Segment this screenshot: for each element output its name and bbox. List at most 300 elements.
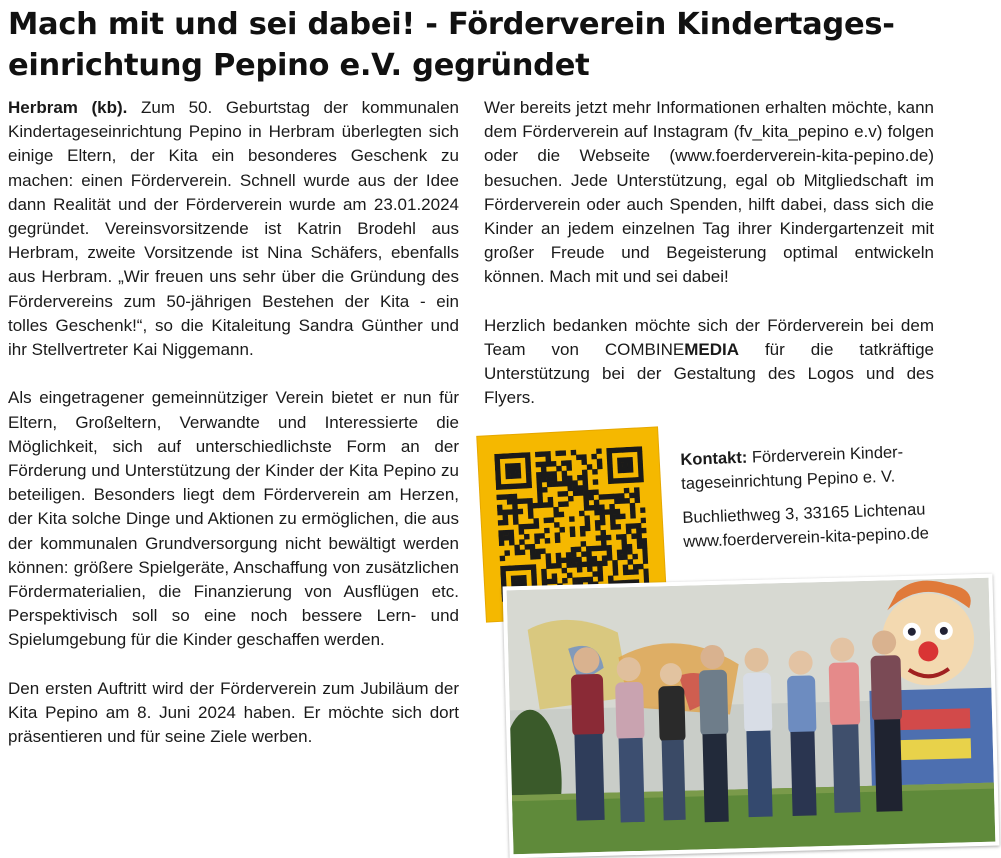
- qr-module: [613, 570, 619, 576]
- thanks-text-before: Herzlich bedanken möchte sich der Förderverein bei dem Team von: [484, 315, 934, 360]
- qr-module: [571, 450, 577, 456]
- qr-module: [610, 514, 616, 520]
- qr-module: [630, 503, 636, 509]
- qr-module: [597, 561, 603, 567]
- qr-module: [545, 538, 551, 544]
- group-photo-image: [507, 578, 996, 855]
- qr-module: [513, 514, 519, 520]
- qr-module: [505, 463, 511, 469]
- qr-module: [572, 480, 578, 486]
- qr-module: [637, 456, 643, 462]
- qr-module: [495, 469, 501, 475]
- qr-module: [551, 471, 557, 477]
- qr-module: [642, 543, 648, 549]
- qr-module: [530, 549, 536, 555]
- qr-module: [622, 554, 628, 560]
- qr-module: [500, 566, 506, 572]
- qr-module: [529, 523, 535, 529]
- qr-module: [547, 482, 553, 488]
- qr-module: [608, 473, 614, 479]
- qr-module: [640, 507, 646, 513]
- qr-module: [515, 565, 521, 571]
- qr-module: [566, 460, 572, 466]
- qr-module: [546, 461, 552, 467]
- qr-module: [560, 450, 566, 456]
- qr-module: [530, 554, 536, 560]
- qr-module: [561, 558, 567, 564]
- qr-module: [536, 462, 542, 468]
- qr-module: [592, 561, 598, 567]
- qr-module: [501, 494, 507, 500]
- qr-module: [593, 479, 599, 485]
- qr-module: [562, 481, 568, 487]
- qr-module: [497, 505, 503, 511]
- qr-module: [557, 491, 563, 497]
- qr-module: [539, 533, 545, 539]
- qr-module: [628, 477, 634, 483]
- qr-module: [555, 532, 561, 538]
- qr-module: [509, 453, 515, 459]
- qr-module: [581, 459, 587, 465]
- qr-module: [577, 562, 583, 568]
- qr-module: [495, 474, 501, 480]
- qr-module: [612, 565, 618, 571]
- qr-module: [553, 507, 559, 513]
- qr-module: [600, 520, 606, 526]
- qr-module: [540, 548, 546, 554]
- qr-module: [643, 553, 649, 559]
- qr-module: [541, 467, 547, 473]
- qr-module: [566, 552, 572, 558]
- qr-module: [627, 544, 633, 550]
- qr-module: [545, 456, 551, 462]
- qr-module: [504, 550, 510, 556]
- qr-module: [512, 499, 518, 505]
- qr-module: [581, 454, 587, 460]
- qr-module: [623, 565, 629, 571]
- qr-module: [571, 562, 577, 568]
- qr-module: [615, 514, 621, 520]
- qr-module: [551, 461, 557, 467]
- qr-module: [594, 500, 600, 506]
- qr-module: [628, 569, 634, 575]
- qr-module: [519, 529, 525, 535]
- qr-module: [622, 544, 628, 550]
- qr-module: [556, 466, 562, 472]
- qr-module: [608, 575, 614, 581]
- qr-module: [566, 557, 572, 563]
- qr-module: [593, 489, 599, 495]
- qr-module: [584, 515, 590, 521]
- qr-module: [586, 556, 592, 562]
- qr-module: [562, 578, 568, 584]
- qr-module: [596, 448, 602, 454]
- qr-module: [533, 503, 539, 509]
- qr-module: [531, 580, 537, 586]
- qr-module: [633, 569, 639, 575]
- qr-module: [586, 551, 592, 557]
- qr-module: [641, 528, 647, 534]
- qr-module: [498, 520, 504, 526]
- qr-module: [587, 464, 593, 470]
- qr-module: [585, 526, 591, 532]
- qr-module: [556, 558, 562, 564]
- qr-module: [597, 464, 603, 470]
- qr-module: [546, 563, 552, 569]
- qr-module: [638, 564, 644, 570]
- qr-module: [552, 476, 558, 482]
- qr-module: [546, 558, 552, 564]
- qr-module: [615, 509, 621, 515]
- qr-module: [526, 467, 532, 473]
- qr-module: [607, 555, 613, 561]
- brand-combine: COMBINE: [604, 340, 685, 360]
- qr-module: [630, 513, 636, 519]
- qr-module: [517, 498, 523, 504]
- qr-module: [591, 546, 597, 552]
- qr-module: [553, 512, 559, 518]
- qr-module: [585, 521, 591, 527]
- qr-module: [599, 504, 605, 510]
- qr-module: [552, 573, 558, 579]
- qr-module: [534, 533, 540, 539]
- qr-module: [578, 485, 584, 491]
- qr-module: [621, 539, 627, 545]
- qr-module: [541, 461, 547, 467]
- qr-module: [591, 454, 597, 460]
- qr-module: [558, 501, 564, 507]
- qr-module: [546, 477, 552, 483]
- qr-module: [632, 554, 638, 560]
- contact-name-line-2: tageseinrichtung Pepino e. V.: [680, 467, 896, 493]
- qr-module: [525, 462, 531, 468]
- qr-module: [617, 447, 623, 453]
- qr-module: [634, 497, 640, 503]
- qr-module: [576, 547, 582, 553]
- qr-module: [573, 485, 579, 491]
- qr-module: [606, 545, 612, 551]
- qr-module: [601, 540, 607, 546]
- qr-module: [592, 469, 598, 475]
- qr-module: [505, 474, 511, 480]
- qr-module: [606, 448, 612, 454]
- qr-module: [526, 564, 532, 570]
- qr-module: [534, 538, 540, 544]
- qr-module: [583, 485, 589, 491]
- qr-module: [494, 454, 500, 460]
- qr-module: [619, 493, 625, 499]
- qr-module: [609, 494, 615, 500]
- qr-module: [602, 560, 608, 566]
- contact-label: Kontakt:: [680, 448, 748, 469]
- qr-module: [531, 569, 537, 575]
- qr-module: [618, 468, 624, 474]
- qr-module: [643, 569, 649, 575]
- qr-module: [634, 487, 640, 493]
- qr-module: [595, 520, 601, 526]
- qr-module: [623, 570, 629, 576]
- qr-module: [556, 553, 562, 559]
- qr-module: [496, 494, 502, 500]
- qr-module: [510, 468, 516, 474]
- qr-module: [621, 534, 627, 540]
- qr-module: [583, 495, 589, 501]
- qr-module: [572, 577, 578, 583]
- qr-module: [542, 579, 548, 585]
- qr-module: [582, 470, 588, 476]
- qr-module: [622, 462, 628, 468]
- qr-module: [571, 552, 577, 558]
- headline-line-1: Mach mit und sei dabei! - Förderverein Kindertages-: [8, 7, 895, 42]
- qr-module: [634, 492, 640, 498]
- qr-module: [587, 566, 593, 572]
- qr-module: [515, 453, 521, 459]
- qr-module: [520, 452, 526, 458]
- qr-module: [631, 523, 637, 529]
- qr-module: [504, 453, 510, 459]
- qr-module: [582, 577, 588, 583]
- qr-module: [643, 558, 649, 564]
- qr-module: [559, 527, 565, 533]
- qr-module: [543, 502, 549, 508]
- qr-module: [589, 505, 595, 511]
- qr-module: [525, 457, 531, 463]
- qr-module: [562, 471, 568, 477]
- qr-module: [580, 531, 586, 537]
- qr-module: [622, 457, 628, 463]
- qr-module: [604, 494, 610, 500]
- qr-module: [636, 528, 642, 534]
- qr-module: [570, 532, 576, 538]
- qr-module: [555, 537, 561, 543]
- qr-module: [601, 535, 607, 541]
- group-photo: [503, 574, 1000, 858]
- qr-module: [597, 459, 603, 465]
- qr-module: [548, 497, 554, 503]
- qr-module: [562, 476, 568, 482]
- qr-module: [584, 505, 590, 511]
- qr-module: [602, 555, 608, 561]
- qr-module: [537, 487, 543, 493]
- qr-module: [607, 458, 613, 464]
- qr-module: [627, 549, 633, 555]
- qr-module: [600, 515, 606, 521]
- qr-module: [619, 498, 625, 504]
- qr-module: [617, 457, 623, 463]
- qr-module: [505, 468, 511, 474]
- qr-module: [578, 490, 584, 496]
- qr-module: [638, 462, 644, 468]
- qr-module: [515, 468, 521, 474]
- qr-module: [499, 453, 505, 459]
- qr-module: [567, 475, 573, 481]
- paragraph-intro: [8, 96, 459, 362]
- qr-module: [594, 505, 600, 511]
- qr-module: [636, 533, 642, 539]
- qr-module: [629, 493, 635, 499]
- right-column: [484, 96, 934, 435]
- qr-module: [554, 522, 560, 528]
- qr-module: [608, 478, 614, 484]
- dateline: Herbram (kb).: [8, 98, 128, 117]
- brand-media: MEDIA: [684, 340, 739, 360]
- thanks-text-after: für die tatkräftige Unterstützung bei der Gestaltung des Logos und des Flyers.: [484, 340, 934, 408]
- qr-module: [577, 567, 583, 573]
- qr-module: [633, 564, 639, 570]
- qr-module: [549, 517, 555, 523]
- qr-module: [641, 518, 647, 524]
- qr-module: [644, 574, 650, 580]
- qr-module: [541, 472, 547, 478]
- qr-module: [559, 512, 565, 518]
- qr-module: [637, 446, 643, 452]
- qr-module: [642, 538, 648, 544]
- qr-module: [586, 546, 592, 552]
- qr-module: [566, 465, 572, 471]
- qr-module: [535, 549, 541, 555]
- qr-module: [566, 562, 572, 568]
- qr-module: [542, 487, 548, 493]
- qr-module: [524, 544, 530, 550]
- qr-module: [595, 525, 601, 531]
- qr-module: [620, 514, 626, 520]
- qr-module: [530, 544, 536, 550]
- qr-module: [598, 576, 604, 582]
- qr-module: [627, 559, 633, 565]
- qr-module: [541, 574, 547, 580]
- qr-module: [592, 571, 598, 577]
- qr-module: [568, 496, 574, 502]
- qr-module: [536, 472, 542, 478]
- qr-module: [537, 482, 543, 488]
- qr-module: [587, 561, 593, 567]
- qr-module: [528, 508, 534, 514]
- qr-module: [526, 483, 532, 489]
- qr-module: [637, 543, 643, 549]
- qr-module: [511, 483, 517, 489]
- qr-module: [496, 479, 502, 485]
- qr-module: [579, 511, 585, 517]
- qr-module: [562, 568, 568, 574]
- contact-address: Buchliethweg 3, 33165 Lichtenau: [682, 500, 926, 527]
- qr-module: [610, 509, 616, 515]
- qr-module: [512, 509, 518, 515]
- qr-module: [541, 569, 547, 575]
- qr-module: [509, 535, 515, 541]
- qr-module: [637, 538, 643, 544]
- qr-module: [611, 448, 617, 454]
- qr-module: [526, 472, 532, 478]
- qr-module: [584, 500, 590, 506]
- qr-module: [633, 477, 639, 483]
- qr-module: [582, 562, 588, 568]
- qr-module: [511, 473, 517, 479]
- qr-module: [528, 513, 534, 519]
- qr-module: [500, 571, 506, 577]
- qr-module: [524, 534, 530, 540]
- qr-module: [623, 467, 629, 473]
- qr-module: [582, 475, 588, 481]
- qr-module: [544, 518, 550, 524]
- qr-module: [516, 483, 522, 489]
- qr-module: [567, 481, 573, 487]
- contact-website[interactable]: www.foerderverein-kita-pepino.de: [682, 524, 930, 551]
- qr-module: [548, 502, 554, 508]
- qr-module: [499, 540, 505, 546]
- qr-module: [628, 462, 634, 468]
- qr-module: [576, 557, 582, 563]
- qr-module: [622, 549, 628, 555]
- qr-code-icon[interactable]: [494, 446, 650, 602]
- qr-module: [580, 526, 586, 532]
- qr-module: [614, 499, 620, 505]
- qr-module: [516, 473, 522, 479]
- qr-module: [583, 490, 589, 496]
- qr-module: [503, 520, 509, 526]
- qr-module: [507, 499, 513, 505]
- qr-module: [556, 563, 562, 569]
- qr-module: [563, 491, 569, 497]
- qr-module: [638, 472, 644, 478]
- qr-module: [544, 528, 550, 534]
- qr-module: [498, 530, 504, 536]
- qr-module: [545, 553, 551, 559]
- qr-module: [631, 533, 637, 539]
- qr-module: [527, 503, 533, 509]
- paragraph-purpose: Als eingetragener gemeinnütziger Verein bietet er nun für Eltern, Großeltern, Verwandte und Interessierte die Möglichkeit, sich auf unterschiedlichste Form an der Förderung und Unterstützung der Kinder der Kita Pepino zu beteiligen. Besonders liegt dem Förderverein am Herzen, der Kita solche Dinge und Aktionen zu ermöglichen, die aus der kommunalen Grundversorgung nicht bewältigt werden können: größere Spielgeräte, Anschaffung von zusätzlichen Fördermaterialien, die Finanzierung von Ausflügen etc. Perspektivisch soll so eine noch bessere Lern- und Spielumgebung für die Kinder geschaffen werden.: [8, 388, 459, 650]
- qr-module: [547, 579, 553, 585]
- qr-module: [607, 550, 613, 556]
- qr-module: [523, 524, 529, 530]
- qr-module: [520, 565, 526, 571]
- qr-module: [521, 483, 527, 489]
- qr-module: [519, 539, 525, 545]
- qr-module: [511, 575, 517, 581]
- qr-module: [638, 467, 644, 473]
- qr-module: [536, 477, 542, 483]
- qr-module: [551, 563, 557, 569]
- qr-module: [494, 459, 500, 465]
- qr-module: [626, 529, 632, 535]
- qr-module: [639, 477, 645, 483]
- qr-module: [627, 457, 633, 463]
- qr-module: [510, 463, 516, 469]
- qr-module: [502, 509, 508, 515]
- qr-module: [624, 488, 630, 494]
- qr-module: [535, 452, 541, 458]
- qr-module: [630, 508, 636, 514]
- qr-module: [531, 564, 537, 570]
- paragraph-first-appearance: Den ersten Auftritt wird der Förderverein zum Jubiläum der Kita Pepino am 8. Juni 2024 haben. Er möchte sich dort präsentieren und für seine Ziele werben.: [8, 678, 459, 747]
- qr-module: [609, 504, 615, 510]
- qr-module: [537, 492, 543, 498]
- qr-module: [617, 555, 623, 561]
- qr-module: [614, 493, 620, 499]
- qr-module: [504, 535, 510, 541]
- qr-module: [521, 575, 527, 581]
- qr-module: [642, 548, 648, 554]
- qr-module: [496, 484, 502, 490]
- qr-module: [570, 526, 576, 532]
- qr-module: [537, 497, 543, 503]
- qr-module: [541, 477, 547, 483]
- headline-line-2: einrichtung Pepino e.V. gegründet: [8, 48, 590, 83]
- contact-photo-block: [482, 432, 1000, 853]
- qr-module: [616, 534, 622, 540]
- qr-module: [573, 490, 579, 496]
- qr-module: [576, 455, 582, 461]
- qr-module: [571, 547, 577, 553]
